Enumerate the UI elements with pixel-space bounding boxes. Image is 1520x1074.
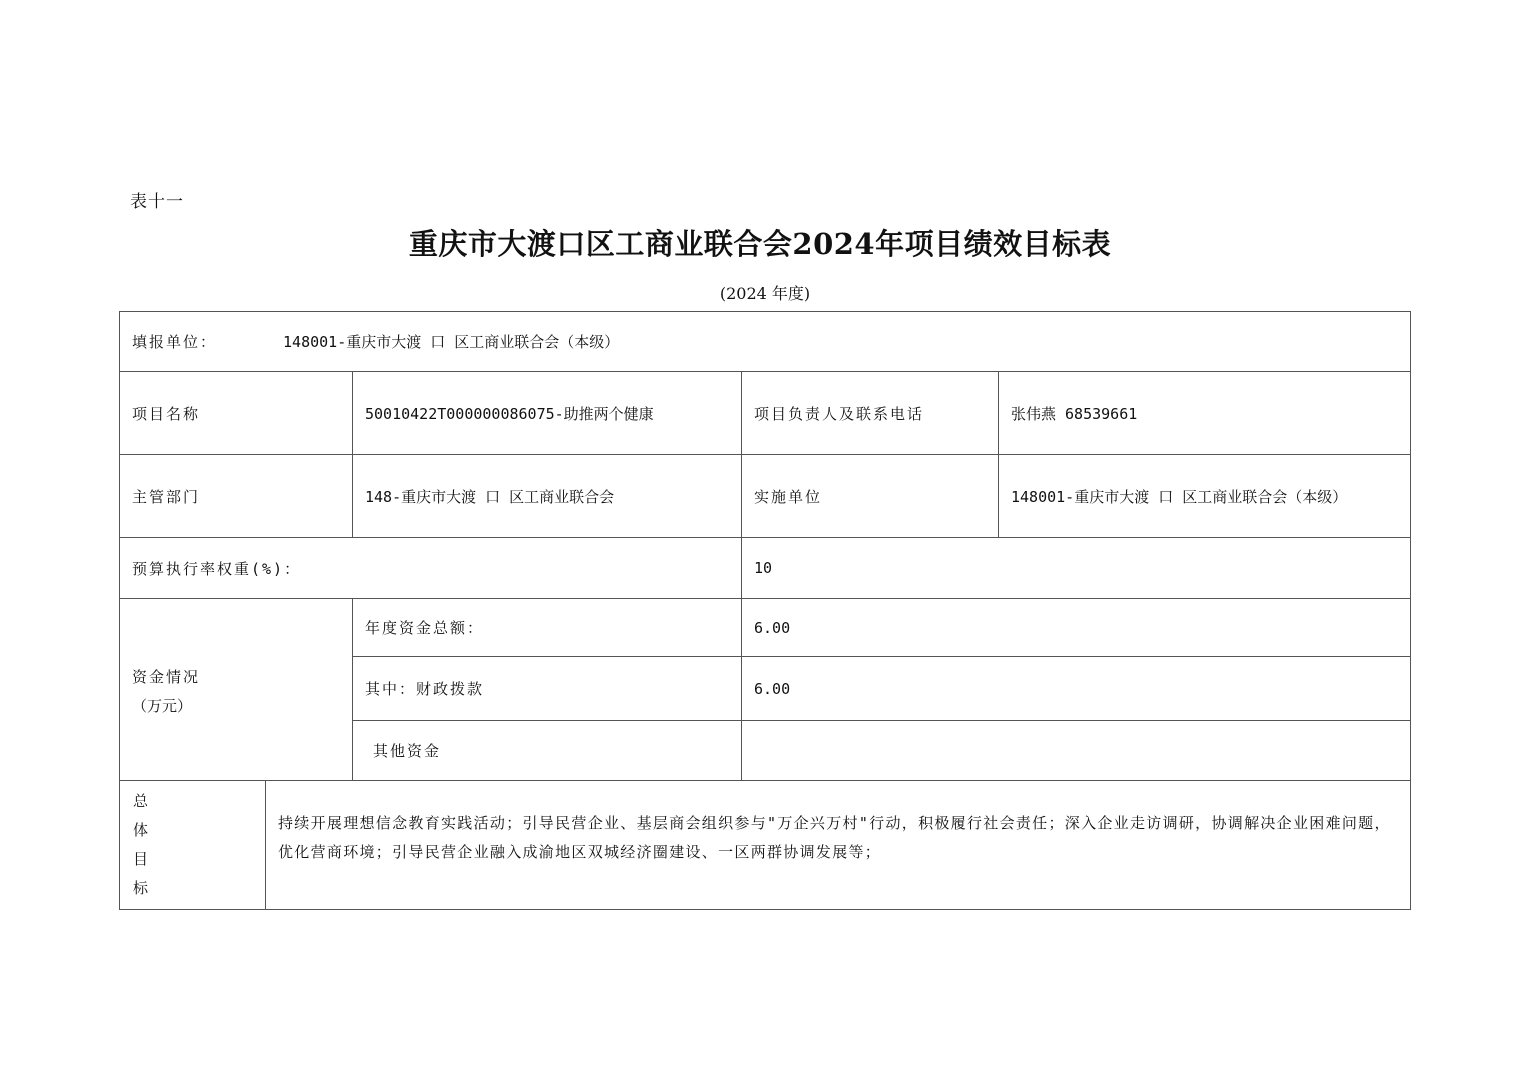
funds-label-cell (120, 599, 353, 781)
overall-goal-label (120, 781, 266, 910)
fiscal-funds-value: 6.00 (742, 657, 1411, 721)
reporting-unit-cell (120, 312, 1411, 372)
overall-goal-label-char: 标 (133, 879, 149, 897)
project-contact-value: 张伟燕 68539661 (999, 372, 1411, 455)
document-title: 重庆市大渡口区工商业联合会2024年项目绩效目标表 (408, 227, 1112, 261)
annual-total-label: 年度资金总额： (353, 599, 742, 657)
implementing-unit-value: 148001-重庆市大渡 口 区工商业联合会（本级） (999, 455, 1411, 538)
competent-dept-label: 主管部门 (120, 455, 353, 538)
row-project-name (120, 372, 1411, 455)
performance-goal-table (119, 311, 1411, 910)
implementing-unit-label: 实施单位 (742, 455, 999, 538)
overall-goal-text: 持续开展理想信念教育实践活动；引导民营企业、基层商会组织参与"万企兴万村"行动，积极履行社会责任；深入企业走访调研，协调解决企业困难问题，优化营商环境；引导民营企业融入成渝地区双城经济圈建设、一区两群协调发展等； (266, 781, 1411, 910)
project-contact-label: 项目负责人及联系电话 (742, 372, 999, 455)
reporting-unit-label: 填报单位： (132, 333, 218, 351)
reporting-unit-value: 148001-重庆市大渡 口 区工商业联合会（本级） (283, 333, 620, 351)
overall-goal-label-char: 总 (133, 792, 149, 810)
overall-goal-label-char: 目 (133, 850, 149, 868)
annual-total-value: 6.00 (742, 599, 1411, 657)
budget-weight-value: 10 (742, 538, 1411, 599)
table-number-label: 表十一 (130, 192, 184, 212)
overall-goal-label-char: 体 (133, 821, 149, 839)
fiscal-funds-label: 其中：财政拨款 (353, 657, 742, 721)
document-subtitle: (2024 年度) (719, 284, 811, 303)
project-name-value: 50010422T000000086075-助推两个健康 (353, 372, 742, 455)
row-reporting-unit (120, 312, 1411, 372)
row-competent-dept (120, 455, 1411, 538)
row-budget-weight (120, 538, 1411, 599)
row-annual-funds (120, 599, 1411, 657)
row-overall-goal (120, 781, 1411, 910)
other-funds-label: 其他资金 (353, 721, 742, 781)
funds-unit-label: （万元） (132, 696, 193, 715)
competent-dept-value: 148-重庆市大渡 口 区工商业联合会 (353, 455, 742, 538)
budget-weight-label: 预算执行率权重(%)： (120, 538, 742, 599)
funds-label: 资金情况 (132, 667, 201, 686)
other-funds-value (742, 721, 1411, 781)
project-name-label: 项目名称 (120, 372, 353, 455)
